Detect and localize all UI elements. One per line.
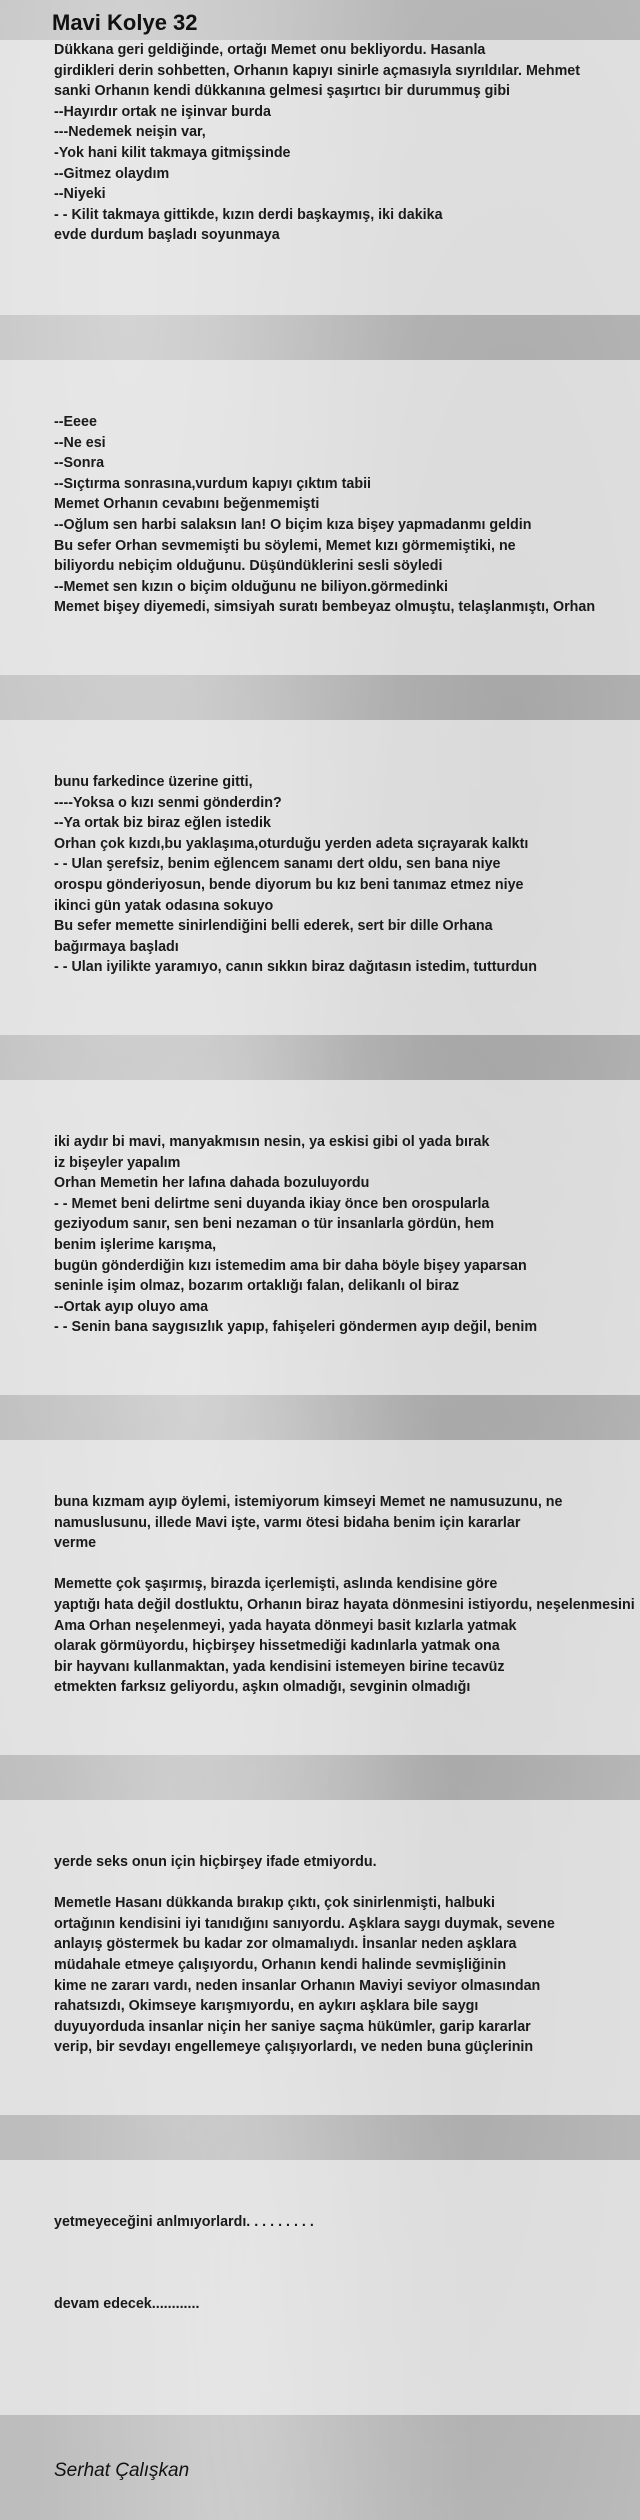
stanza-text: Dükkana geri geldiğinde, ortağı Memet onu bekliyordu. Hasanla girdikleri derin sohbetten, Orhanın kapıyı sinirle açmasıyla sıyrıldılar. Mehmet sanki Orhanın kendi dükkanına gelmesi şaşırtıcı bir durummuş gibi --Hayırdır ortak ne işinvar burda ---Nedemek neişin var, -Yok hani kilit takmaya gitmişsinde --Gitmez olaydım --Niyeki - - Kilit takmaya gittikde, kızın derdi başkaymış, iki dakika evde durdum başladı soyunmaya	[54, 42, 580, 244]
stanza-text: yetmeyeceğini anlmıyorlardı. . . . . . . . . devam edecek............	[54, 2214, 314, 2313]
stanza-panel	[0, 1440, 640, 1755]
stanza-panel	[0, 1800, 640, 2115]
stanza-panel	[0, 2160, 640, 2415]
stanza-text: buna kızmam ayıp öylemi, istemiyorum kimseyi Memet ne namusuzunu, ne namuslusunu, illede Mavi işte, varmı ötesi bidaha benim için kararlar verme Memette çok şaşırmış, birazda içerlemişti, aslında kendisine göre yaptığı hata değil dostluktu, Orhanın biraz hayata dönmesini istiyordu, neşelenmesini Ama Orhan neşelenmeyi, yada hayata dönmeyi basit kızlarla yatmak olarak görmüyordu, hiçbirşey hissetmediği kadınlarla yatmak ona bir hayvanı kullanmaktan, yada kendisini istemeyen birine tecavüz etmekten farksız geliyordu, aşkın olmadığı, sevginin olmadığı	[54, 1494, 635, 1696]
author-name: Serhat Çalışkan	[54, 2460, 190, 2481]
stanza-panel	[0, 360, 640, 675]
stanza-text: --Eeee --Ne esi --Sonra --Sıçtırma sonrasına,vurdum kapıyı çıktım tabii Memet Orhanın cevabını beğenmemişti --Oğlum sen harbi salaksın lan! O biçim kıza bişey yapmadanmı geldin Bu sefer Orhan sevmemişti bu söylemi, Memet kızı görmemiştiki, ne biliyordu nebiçim olduğunu. Düşündüklerini sesli söyledi --Memet sen kızın o biçim olduğunu ne biliyon.görmedinki Memet bişey diyemedi, simsiyah suratı bembeyaz olmuştu, telaşlanmıştı, Orhan	[54, 414, 596, 616]
stanza-panel	[0, 1080, 640, 1395]
stanza-text: iki aydır bi mavi, manyakmısın nesin, ya eskisi gibi ol yada bırak iz bişeyler yapalım Orhan Memetin her lafına dahada bozuluyordu - - Memet beni delirtme seni duyanda ikiay önce ben orospularla geziyodum sanır, sen beni nezaman o tür insanlarla gördün, hem benim işlerime karışma, bugün gönderdiğin kızı istemedim ama bir daha böyle bişey yaparsan seninle işim olmaz, bozarım ortaklığı falan, delikanlı ol biraz --Ortak ayıp oluyo ama - - Senin bana saygısızlık yapıp, fahişeleri göndermen ayıp değil, benim	[54, 1134, 538, 1336]
stanza-panel	[0, 40, 640, 315]
poem-title: Mavi Kolye 32	[52, 10, 198, 35]
stanza-text: yerde seks onun için hiçbirşey ifade etmiyordu. Memetle Hasanı dükkanda bırakıp çıktı, çok sinirlenmişti, halbuki ortağının kendisini iyi tanıdığını sanıyordu. Aşklara saygı duymak, sevene anlayış göstermek bu kadar zor olmamalıydı. İnsanlar neden aşklara müdahale etmeye çalışıyordu, Orhanın kendi halinde sevmişliğinin kime ne zararı vardı, neden insanlar Orhanın Maviyi seviyor olmasından rahatsızdı, Okimseye karışmıyordu, en aykırı aşklara bile saygı duyuyorduda insanlar niçin her saniye saçma hükümler, garip kararlar verip, bir sevdayı engellemeye çalışıyorlardı, ve neden buna güçlerinin	[54, 1854, 555, 2056]
stanza-panel	[0, 720, 640, 1035]
stanza-text: bunu farkedince üzerine gitti, ----Yoksa o kızı senmi gönderdin? --Ya ortak biz biraz eğlen istedik Orhan çok kızdı,bu yaklaşıma,oturduğu yerden adeta sıçrayarak kalktı - - Ulan şerefsiz, benim eğlencem sanamı dert oldu, sen bana niye orospu gönderiyosun, bende diyorum bu kız beni tanımaz etmez niye ikinci gün yatak odasına sokuyo Bu sefer memette sinirlendiğini belli ederek, sert bir dille Orhana bağırmaya başladı - - Ulan iyilikte yaramıyo, canın sıkkın biraz dağıtasın istedim, tutturdun	[54, 774, 538, 976]
